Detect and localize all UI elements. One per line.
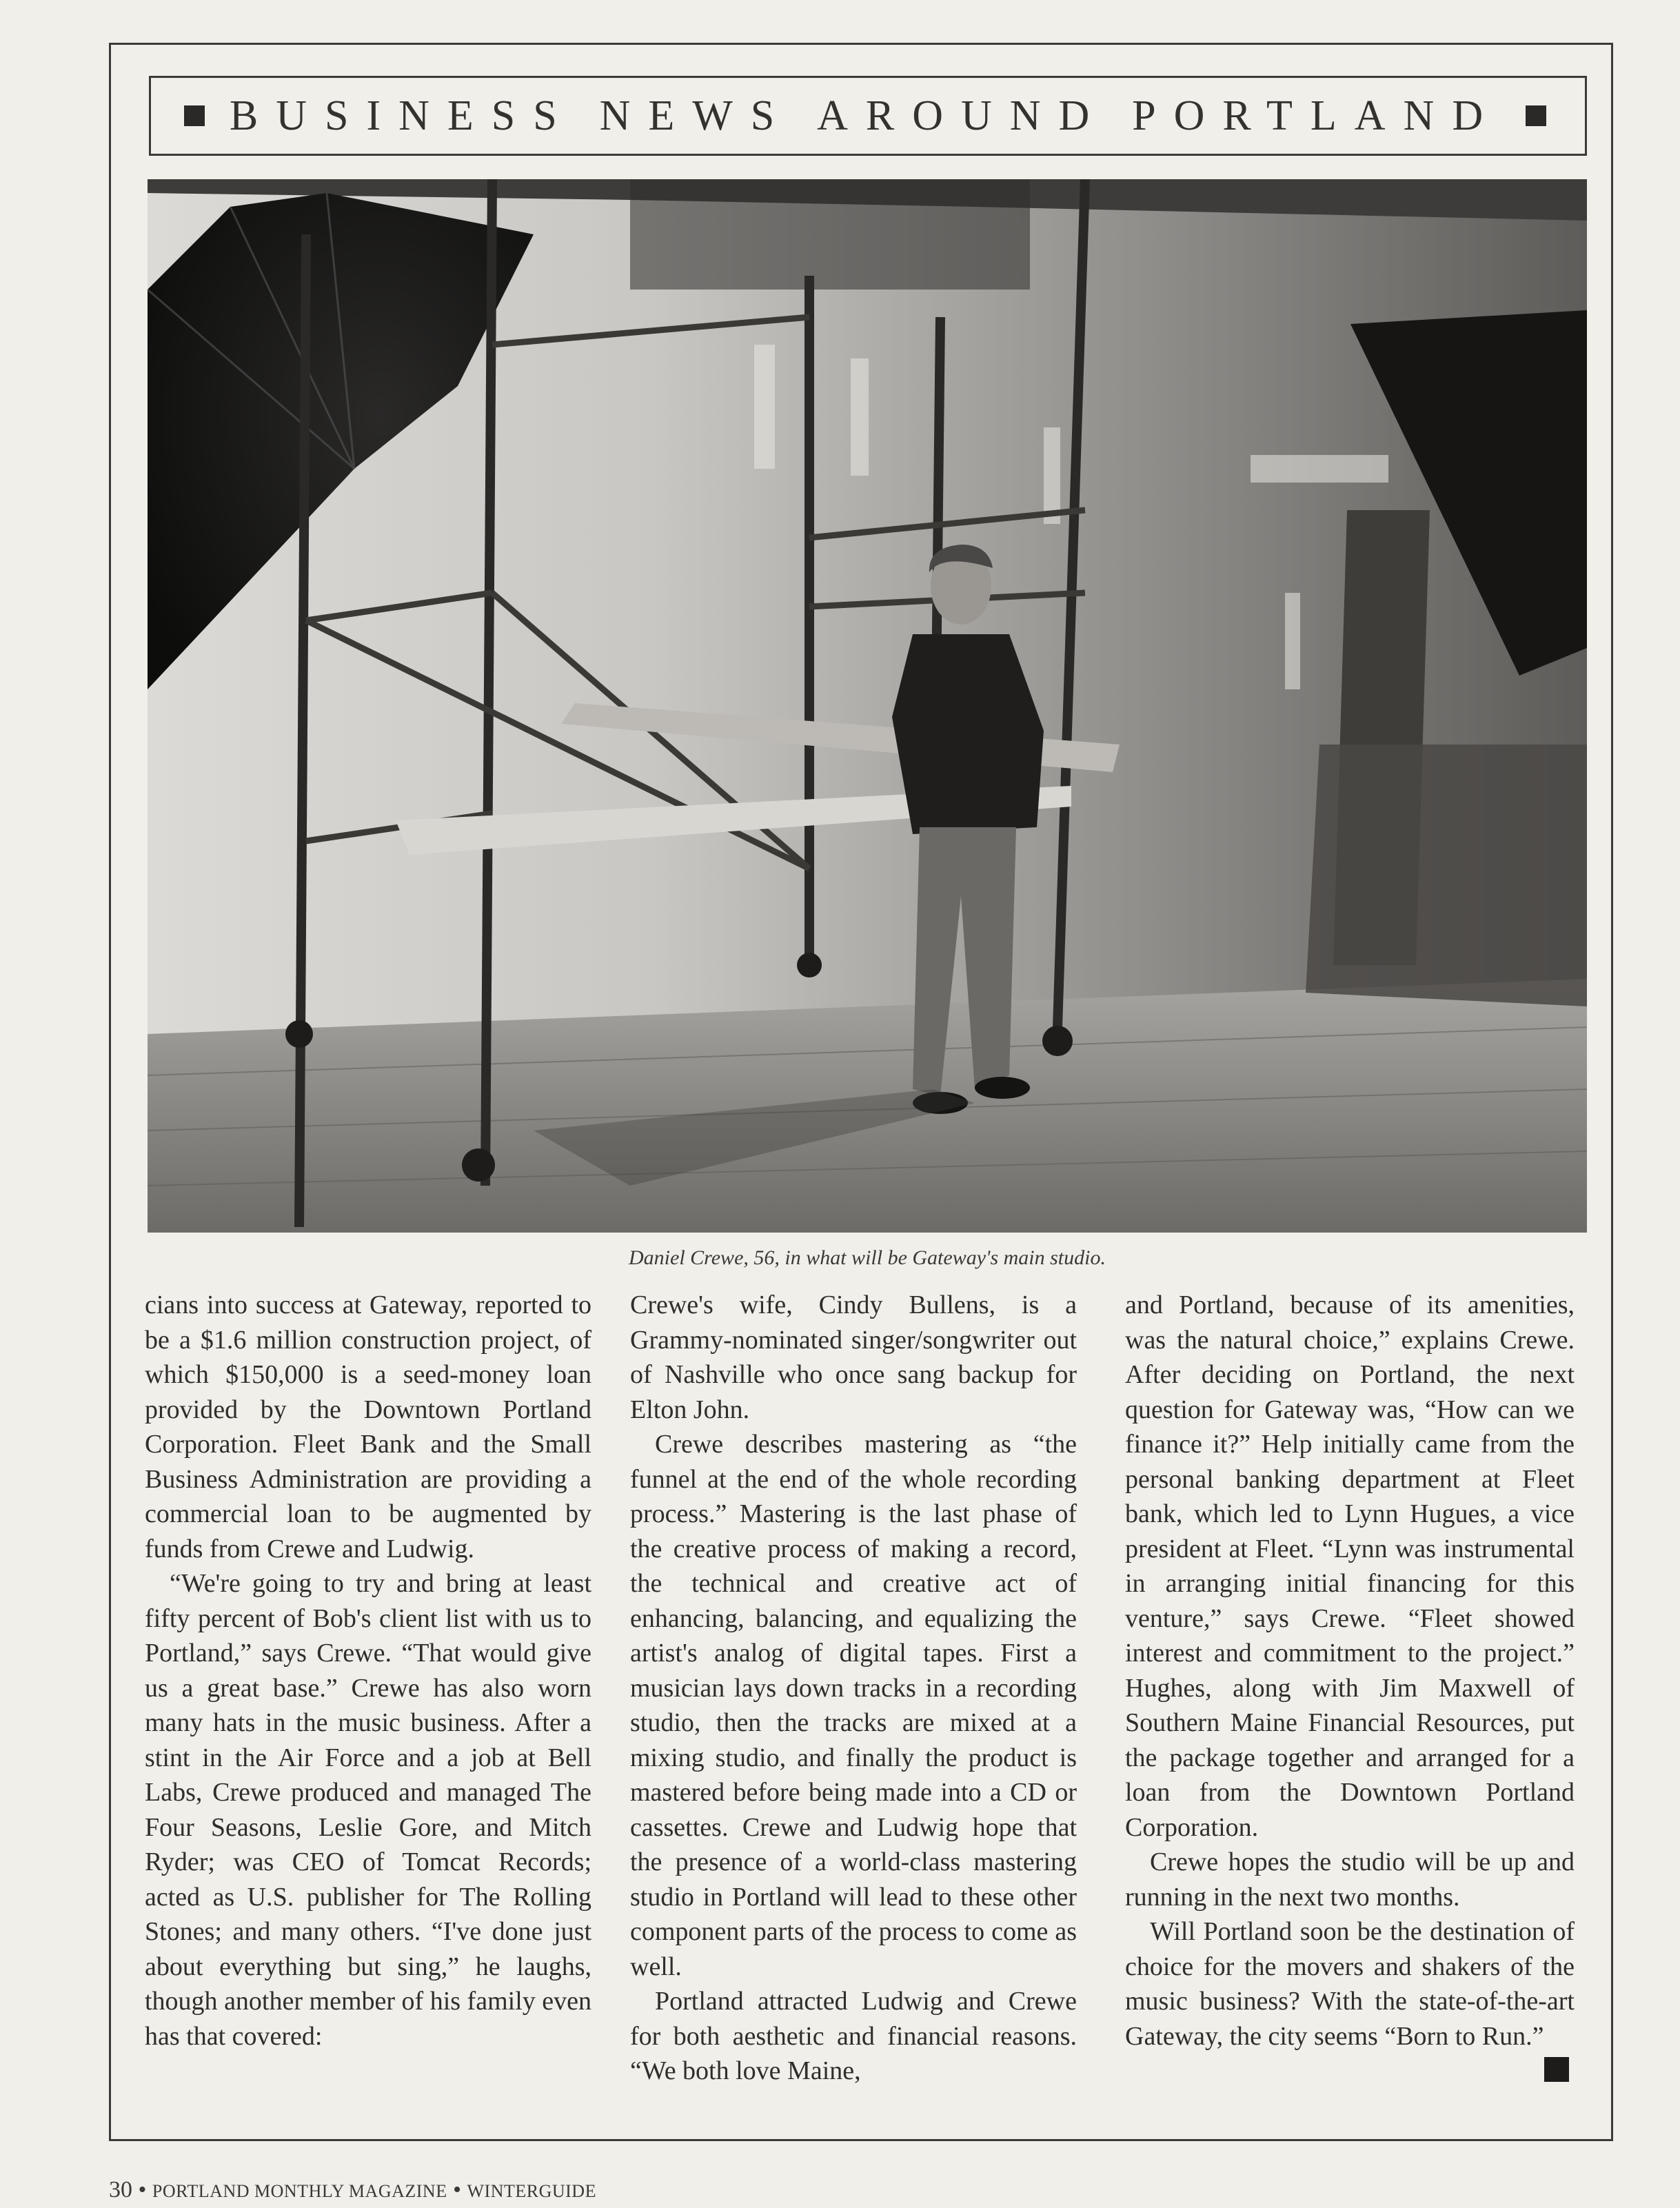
column-1-paragraph-1: cians into success at Gateway, reported to be a $1.6 million construction project, of which $150,000 is a seed-money loan provided by the Downtown Portland Corporation. Fleet Bank and the Small Business Administration are providing a commercial loan to be augmented by funds from Crewe and Ludwig. xyxy=(145,1290,591,1563)
banner-right-square xyxy=(1526,105,1546,126)
article-column-3 xyxy=(1125,1288,1575,2054)
column-2-paragraph-2: Crewe describes mastering as “the funnel at the end of the whole recording process.” Mastering is the last phase of the creative process of making a record, the technical and creative act of enhancing, balancing, and equalizing the artist's analog of digital tapes. First a musician lays down tracks in a recording studio, then the tracks are mixed at a mixing studio, and finally the product is mastered before being made into a CD or cassettes. Crewe and Ludwig hope that the presence of a world-class mastering studio in Portland will lead to these other component parts of the process to come as well. xyxy=(630,1430,1077,1981)
page-footer xyxy=(109,2177,596,2203)
column-3-paragraph-1: and Portland, because of its amenities, was the natural choice,” explains Crewe. After deciding on Portland, the next question for Gateway was, “How can we finance it?” Help initially came from the personal banking department at Fleet bank, which led to Lynn Hugues, a vice president at Fleet. “Lynn was instrumental in arranging initial financing for this venture,” says Crewe. “Fleet showed interest and commitment to the project.” Hughes, along with Jim Maxwell of Southern Maine Financial Resources, put the package together and arranged for a loan from the Downtown Portland Corporation. xyxy=(1125,1290,1575,1842)
column-2-paragraph-1: Crewe's wife, Cindy Bullens, is a Grammy-nominated singer/songwriter out of Nashville who once sang backup for Elton John. xyxy=(630,1290,1077,1424)
section-banner xyxy=(149,76,1587,156)
end-of-article-mark xyxy=(1544,2057,1569,2082)
photo-caption: Daniel Crewe, 56, in what will be Gateway's main studio. xyxy=(629,1246,1106,1269)
footer-bullet-1: • xyxy=(138,2177,147,2202)
issue-name: WINTERGUIDE xyxy=(467,2181,596,2201)
article-column-2 xyxy=(630,1288,1077,2089)
column-3-paragraph-2: Crewe hopes the studio will be up and running in the next two months. xyxy=(1125,1847,1575,1912)
column-1-paragraph-2: “We're going to try and bring at least fifty percent of Bob's client list with us to Portland,” says Crewe. “That would give us a great base.” Crewe has also worn many hats in the music business. After a stint in the Air Force and a job at Bell Labs, Crewe produced and managed The Four Seasons, Leslie Gore, and Mitch Ryder; was CEO of Tomcat Records; acted as U.S. publisher for The Rolling Stones; and many others. “I've done just about everything but sing,” he laughs, though another member of his family even has that covered: xyxy=(145,1569,591,2051)
column-2-paragraph-3: Portland attracted Ludwig and Crewe for both aesthetic and financial reasons. “We both love Maine, xyxy=(630,1987,1077,2085)
page-number: 30 xyxy=(109,2177,132,2202)
article-column-1 xyxy=(145,1288,591,2054)
banner-word-4: PORTLAND xyxy=(1132,92,1501,139)
banner-word-1: BUSINESS xyxy=(229,92,575,139)
banner-word-2: NEWS xyxy=(599,92,793,139)
banner-left-square xyxy=(184,105,205,126)
column-3-paragraph-3: Will Portland soon be the destination of choice for the movers and shakers of the music business? With the state-of-the-art Gateway, the city seems “Born to Run.” xyxy=(1125,1917,1575,2051)
studio-photo xyxy=(148,179,1587,1233)
publication-name: PORTLAND MONTHLY MAGAZINE xyxy=(152,2181,447,2201)
banner-word-3: AROUND xyxy=(817,92,1108,139)
footer-bullet-2: • xyxy=(453,2177,461,2202)
